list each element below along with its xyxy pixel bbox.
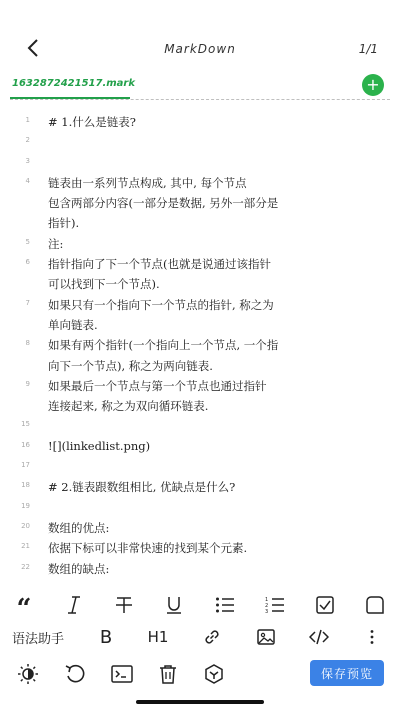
quote-button[interactable] [10,592,38,624]
editor-line[interactable] [0,416,400,436]
bold-button[interactable]: B [99,626,113,648]
line-text[interactable]: 如果只有一个指向下一个节点的指针, 称之为 [48,297,274,312]
line-number: 8 [25,339,30,348]
line-text[interactable]: 依据下标可以非常快速的找到某个元素. [48,541,248,556]
editor-line[interactable] [0,213,400,233]
link-icon [203,628,221,646]
line-text[interactable]: 向下一个节点), 称之为两向链表. [48,358,213,373]
terminal-button[interactable] [108,661,136,687]
svg-text:2: 2 [265,603,269,609]
code-block-button[interactable] [361,592,389,618]
cube-icon [204,664,224,684]
line-number: 5 [25,237,30,246]
line-number: 2 [25,136,30,145]
line-number: 20 [21,521,30,530]
italic-icon [66,596,82,614]
heading-button[interactable]: H1 [147,628,169,646]
line-text[interactable] [48,581,251,582]
line-number: 22 [21,562,30,571]
editor-line[interactable] [0,193,400,213]
editor-line[interactable] [0,234,400,254]
box-corner-icon [366,596,384,614]
strikethrough-button[interactable] [110,592,138,618]
editor-line[interactable] [0,396,400,416]
line-number: 7 [25,298,30,307]
editor-line[interactable] [0,437,400,457]
checkbox-icon [316,596,334,614]
editor-line[interactable] [0,477,400,497]
line-number: 18 [21,481,30,490]
undo-icon [65,664,87,684]
line-text[interactable]: 单向链表. [48,317,98,332]
editor-line[interactable] [0,498,400,518]
line-text[interactable]: 数组的优点: [48,520,110,535]
link-button[interactable] [198,624,226,650]
editor-line[interactable] [0,335,400,355]
editor-line[interactable] [0,457,400,477]
format-toolbar-row-2 [0,624,400,650]
underline-button[interactable] [160,592,188,618]
line-number: 6 [25,258,30,267]
home-indicator [136,700,264,704]
delete-button[interactable] [154,661,182,687]
line-number: 19 [21,501,30,510]
editor-line[interactable] [0,173,400,193]
editor-line[interactable] [0,112,400,132]
editor-line[interactable] [0,559,400,579]
terminal-icon [111,665,133,683]
editor-line[interactable] [0,356,400,376]
strikethrough-icon [115,596,133,614]
line-text[interactable]: 注: [48,236,64,251]
code-button[interactable] [305,624,333,650]
action-toolbar [0,658,400,690]
add-file-button[interactable] [362,74,384,96]
line-text[interactable]: 包含两部分内容(一部分是数据, 另外一部分是 [48,196,279,211]
line-text[interactable]: 数组的缺点: [48,561,110,576]
editor-line[interactable] [0,132,400,152]
more-button[interactable] [358,624,386,650]
page-counter: 1/1 [358,42,378,56]
editor-line[interactable] [0,376,400,396]
syntax-helper-button[interactable]: 语法助手 [12,632,65,647]
line-number: 15 [21,420,30,429]
quote-icon: “ [16,594,32,624]
top-bar [0,30,400,70]
image-icon [257,628,275,646]
editor-line[interactable] [0,538,400,558]
divider [10,99,390,100]
code-icon [309,629,329,645]
line-number: 9 [25,379,30,388]
bullet-list-icon [215,596,235,614]
numbered-list-icon [265,596,285,614]
line-text[interactable]: ![](linkedlist.png) [48,438,151,453]
line-text[interactable]: 如果有两个指针(一个指向上一个节点, 一个指 [48,338,279,353]
svg-text:3: 3 [265,609,269,614]
editor-line[interactable] [0,274,400,294]
line-number: 16 [21,440,30,449]
checkbox-button[interactable] [311,592,339,618]
bullet-list-button[interactable] [211,592,239,618]
line-text[interactable]: 连接起来, 称之为双向循环链表. [48,399,209,414]
editor-line[interactable] [0,153,400,173]
line-text[interactable]: # 1.什么是链表? [48,115,136,129]
line-text[interactable]: # 2.链表跟数组相比, 优缺点是什么? [48,480,236,495]
numbered-list-button[interactable] [261,592,289,618]
package-button[interactable] [200,661,228,687]
format-toolbar-row-1 [0,592,400,624]
plus-icon: + [366,75,380,94]
theme-button[interactable] [14,661,42,687]
italic-button[interactable] [60,592,88,618]
editor-line[interactable] [0,254,400,274]
line-text[interactable]: 指针). [48,216,80,231]
line-text[interactable]: 可以找到下一个节点). [48,277,160,292]
line-text[interactable]: 指针指向了下一个节点(也就是说通过该指针 [48,257,271,272]
file-tab[interactable]: 1632872421517.mark [12,78,136,89]
editor-line[interactable] [0,579,400,582]
line-text[interactable]: 如果最后一个节点与第一个节点也通过指针 [48,378,267,393]
svg-text:1: 1 [265,597,269,603]
page-title: MarkDown [164,42,236,56]
line-number: 3 [25,156,30,165]
line-number: 17 [21,461,30,470]
file-tab-row [0,72,400,100]
editor-line[interactable] [0,518,400,538]
markdown-editor[interactable] [0,112,400,582]
editor-line[interactable] [0,315,400,335]
save-preview-button[interactable]: 保存预览 [310,660,384,686]
line-number: 4 [25,176,30,185]
line-number: 21 [21,542,30,551]
underline-icon [165,596,183,614]
image-button[interactable] [252,624,280,650]
trash-icon [158,664,178,684]
line-text[interactable]: 链表由一系列节点构成, 其中, 每个节点 [48,175,247,190]
undo-button[interactable] [62,661,90,687]
more-vertical-icon [369,629,375,645]
editor-line[interactable] [0,295,400,315]
line-number: 1 [25,116,30,124]
sun-icon [17,663,39,685]
